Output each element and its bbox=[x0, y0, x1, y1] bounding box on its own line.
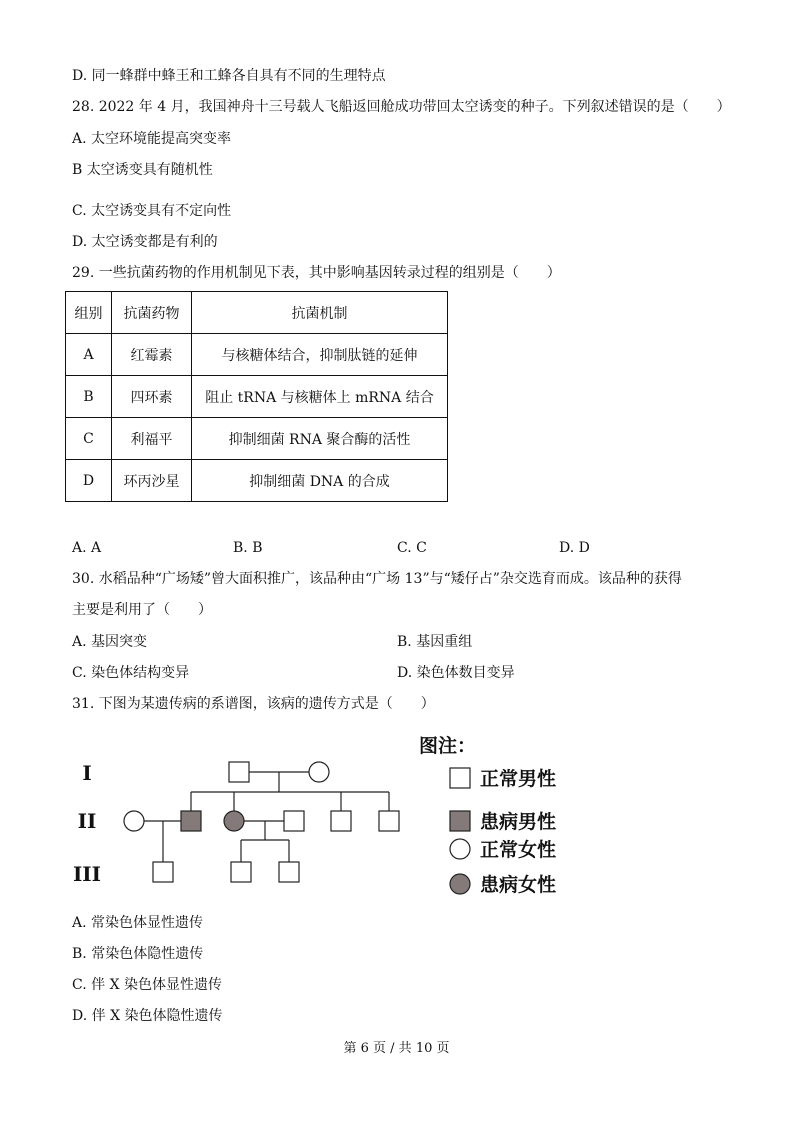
q28-option-d: D. 太空诱变都是有利的 bbox=[72, 234, 218, 250]
gen3-male-normal bbox=[279, 862, 299, 882]
q29-option-b: B. B bbox=[233, 540, 263, 556]
q30-option-b: B. 基因重组 bbox=[397, 634, 473, 650]
q31-option-d: D. 伴 X 染色体隐性遗传 bbox=[72, 1008, 223, 1024]
gen2-male-normal bbox=[284, 811, 304, 831]
table-header-row bbox=[66, 292, 448, 334]
q30-option-a: A. 基因突变 bbox=[72, 634, 148, 650]
q28-stem: 28. 2022 年 4 月，我国神舟十三号载人飞船返回舱成功带回太空诱变的种子。下列叙述错误的是（ ） bbox=[72, 99, 731, 115]
table-cell: 环丙沙星 bbox=[112, 460, 192, 502]
antibiotic-table bbox=[65, 291, 448, 502]
legend-label: 患病男性 bbox=[480, 811, 557, 833]
header-cell: 抗菌药物 bbox=[112, 292, 192, 334]
generation-label: I bbox=[82, 761, 92, 785]
table-row bbox=[66, 460, 448, 502]
q30-option-c: C. 染色体结构变异 bbox=[72, 665, 190, 681]
table-cell: 阻止 tRNA 与核糖体上 mRNA 结合 bbox=[192, 376, 448, 418]
q29-option-a: A. A bbox=[72, 540, 102, 556]
gen1-female-normal bbox=[309, 762, 329, 782]
legend-title: 图注： bbox=[419, 735, 477, 757]
q28-option-b: B 太空诱变具有随机性 bbox=[72, 162, 213, 178]
legend-affected-male-icon bbox=[450, 811, 470, 831]
gen2-male-normal bbox=[331, 811, 351, 831]
q30-option-d: D. 染色体数目变异 bbox=[397, 665, 515, 681]
table-row bbox=[66, 334, 448, 376]
table-cell: D bbox=[66, 460, 112, 502]
gen3-male-normal bbox=[153, 862, 173, 882]
table-cell: 与核糖体结合，抑制肽链的延伸 bbox=[192, 334, 448, 376]
legend-label: 正常女性 bbox=[480, 839, 557, 861]
legend-normal-female-icon bbox=[450, 839, 470, 859]
header-cell: 抗菌机制 bbox=[192, 292, 448, 334]
q30-stem-line2: 主要是利用了（ ） bbox=[72, 602, 212, 618]
q29-stem: 29. 一些抗菌药物的作用机制见下表，其中影响基因转录过程的组别是（ ） bbox=[72, 265, 561, 281]
q29-option-d: D. D bbox=[559, 540, 590, 556]
gen2-female-affected bbox=[224, 811, 244, 831]
pedigree-chart bbox=[60, 730, 580, 900]
generation-label: III bbox=[72, 862, 102, 886]
q31-option-a: A. 常染色体显性遗传 bbox=[72, 915, 204, 931]
table-row bbox=[66, 418, 448, 460]
legend-label: 患病女性 bbox=[480, 874, 557, 896]
q28-option-c: C. 太空诱变具有不定向性 bbox=[72, 203, 232, 219]
q31-option-c: C. 伴 X 染色体显性遗传 bbox=[72, 977, 222, 993]
q31-option-b: B. 常染色体隐性遗传 bbox=[72, 946, 204, 962]
q27-option-d: D. 同一蜂群中蜂王和工蜂各自具有不同的生理特点 bbox=[72, 68, 386, 84]
legend-affected-female-icon bbox=[450, 874, 470, 894]
gen2-female-normal bbox=[124, 811, 144, 831]
gen2-male-affected bbox=[181, 811, 201, 831]
table-cell: A bbox=[66, 334, 112, 376]
table-cell: 利福平 bbox=[112, 418, 192, 460]
table-cell: 红霉素 bbox=[112, 334, 192, 376]
gen2-male-normal bbox=[379, 811, 399, 831]
generation-label: II bbox=[77, 809, 97, 833]
legend-normal-male-icon bbox=[450, 768, 470, 788]
header-cell: 组别 bbox=[66, 292, 112, 334]
gen3-male-normal bbox=[231, 862, 251, 882]
table-cell: 抑制细菌 DNA 的合成 bbox=[192, 460, 448, 502]
q28-option-a: A. 太空环境能提高突变率 bbox=[72, 131, 232, 147]
table-row bbox=[66, 376, 448, 418]
table-cell: C bbox=[66, 418, 112, 460]
table-cell: 四环素 bbox=[112, 376, 192, 418]
q31-stem: 31. 下图为某遗传病的系谱图，该病的遗传方式是（ ） bbox=[72, 696, 435, 712]
table-cell: 抑制细菌 RNA 聚合酶的活性 bbox=[192, 418, 448, 460]
q29-option-c: C. C bbox=[397, 540, 427, 556]
table-cell: B bbox=[66, 376, 112, 418]
page-footer: 第 6 页 / 共 10 页 bbox=[343, 1041, 450, 1056]
q30-stem-line1: 30. 水稻品种“广场矮”曾大面积推广，该品种由“广场 13”与“矮仔占”杂交选育而成。该品种的获得 bbox=[72, 571, 682, 587]
legend-label: 正常男性 bbox=[480, 768, 557, 790]
gen1-male-normal bbox=[229, 762, 249, 782]
